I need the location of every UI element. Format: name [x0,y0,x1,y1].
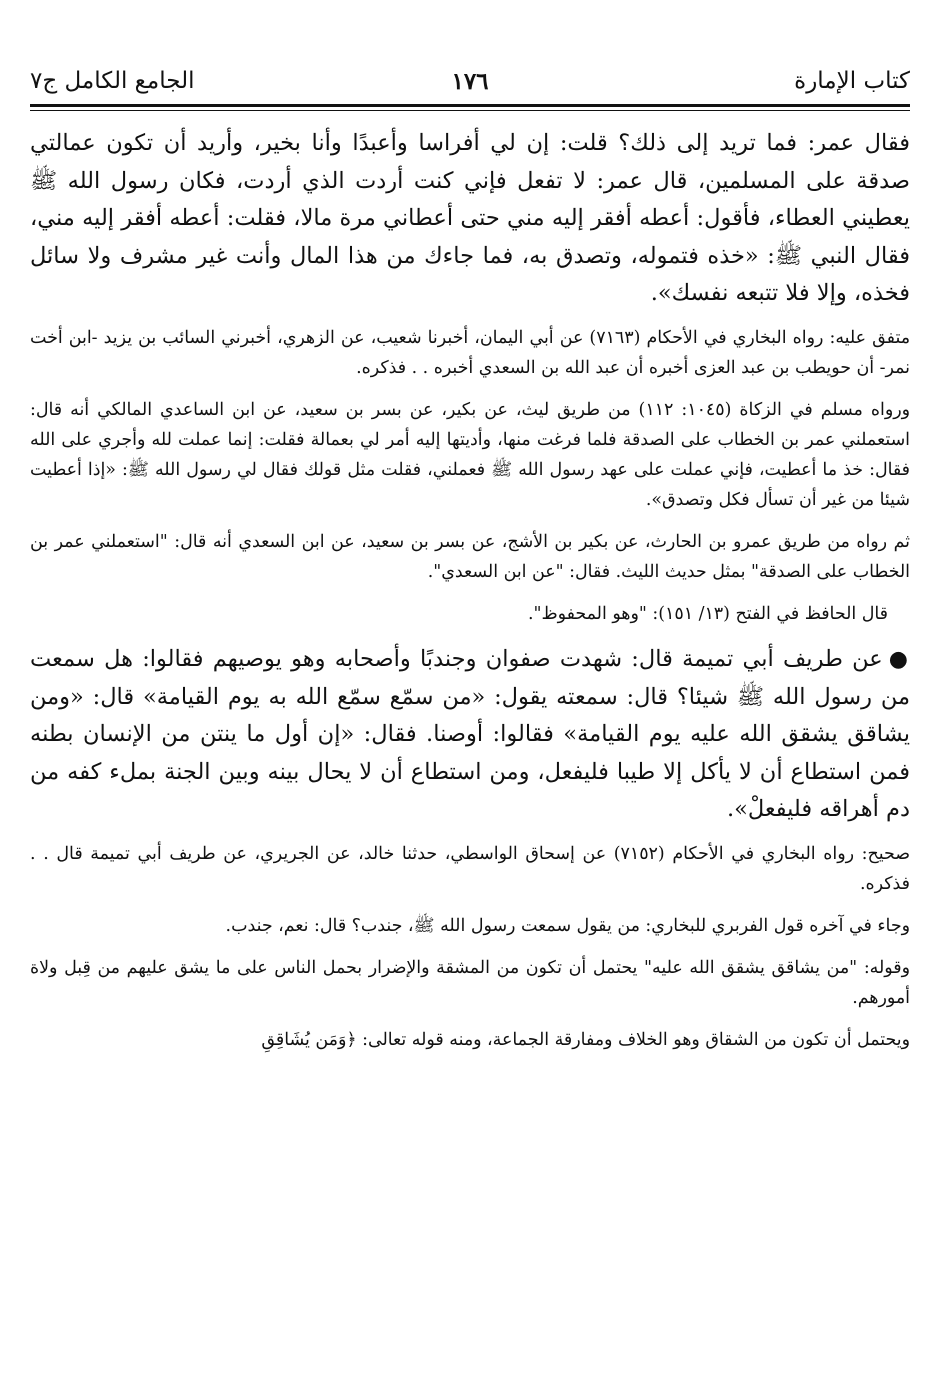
page-body [30,125,910,1055]
hadith-body: عن طريف أبي تميمة قال: شهدت صفوان وجندبًا وأصحابه وهو يوصيهم فقالوا: هل سمعت من رسول الله ﷺ شيئا؟ قال: سمعته يقول: «من سمّع سمّع الله به يوم القيامة» قال: «ومن يشاقق يشقق الله عليه يوم القيامة» فقالوا: أوصنا. فقال: «إن أول ما ينتن من الإنسان بطنه فمن استطاع أن لا يأكل إلا طيبا فليفعل، ومن استطاع أن لا يحال بينه وبين الجنة بملء كفه من دم أهراقه فليفعلْ». [30,645,910,823]
hadith-text: فقال عمر: فما تريد إلى ذلك؟ قلت: إن لي أفراسا وأعبدًا وأنا بخير، وأريد أن تكون عمالتي صدقة على المسلمين، قال عمر: لا تفعل فإني كنت أردت الذي أردت، فكان رسول الله ﷺ يعطيني العطاء، فأقول: أعطه أفقر إليه مني حتى أعطاني مرة مالا، فقلت: أعطه أفقر إليه مني، فقال النبي ﷺ: «خذه فتموله، وتصدق به، فما جاءك من هذا المال وأنت غير مشرف ولا سائل فخذه، وإلا فلا تتبعه نفسك». [30,130,910,307]
header-rule-thin [30,110,910,111]
bullet-icon: ● [888,646,911,672]
commentary-note: ويحتمل أن تكون من الشقاق وهو الخلاف ومفارقة الجماعة، ومنه قوله تعالى: ﴿وَمَن يُشَاقِقِ [261,1029,910,1050]
running-header [30,60,910,104]
commentary-note: وقوله: "من يشاقق يشقق الله عليه" يحتمل أن تكون من المشقة والإضرار بحمل الناس على ما يشق عليهم من قِبل ولاة أمورهم. [30,957,910,1008]
takhrij-note: متفق عليه: رواه البخاري في الأحكام (٧١٦٣) عن أبي اليمان، أخبرنا شعيب، عن الزهري، أخبرني السائب بن يزيد -ابن أخت نمر- أن حويطب بن عبد العزى أخبره أن عبد الله بن السعدي أخبره . . فذكره. [30,327,911,378]
page [30,60,910,1368]
takhrij-note: ثم رواه من طريق عمرو بن الحارث، عن بكير بن الأشج، عن بسر بن سعيد، عن ابن السعدي أنه قال: "استعملني عمر بن الخطاب على الصدقة" بمثل حديث الليث. فقال: "عن ابن السعدي". [30,531,910,582]
takhrij-note: وجاء في آخره قول الفربري للبخاري: من يقول سمعت رسول الله ﷺ، جندب؟ قال: نعم، جندب. [225,915,910,936]
takhrij-note: قال الحافظ في الفتح (١٣/ ١٥١): "وهو المحفوظ". [527,603,888,624]
hadith-text [30,641,910,829]
header-rule-thick [30,104,910,107]
takhrij-note: صحيح: رواه البخاري في الأحكام (٧١٥٢) عن إسحاق الواسطي، حدثنا خالد، عن الجريري، عن طريف أبي تميمة قال . . فذكره. [30,843,910,894]
volume-title: الجامع الكامل ج٧ [30,68,195,94]
book-title: كتاب الإمارة [794,68,910,94]
page-number: ١٧٦ [451,68,489,95]
takhrij-note: ورواه مسلم في الزكاة (١٠٤٥: ١١٢) من طريق ليث، عن بكير، عن بسر بن سعيد، عن ابن الساعدي المالكي أنه قال: استعملني عمر بن الخطاب على الصدقة فلما فرغت منها، وأديتها إليه أمر لي بعمالة فقلت: إنما عملت لله وأجري على الله فقال: خذ ما أعطيت، فإني عملت على عهد رسول الله ﷺ فعملني، فقلت مثل قولك فقال لي رسول الله ﷺ: «إذا أعطيت شيئا من غير أن تسأل فكل وتصدق». [30,399,911,510]
